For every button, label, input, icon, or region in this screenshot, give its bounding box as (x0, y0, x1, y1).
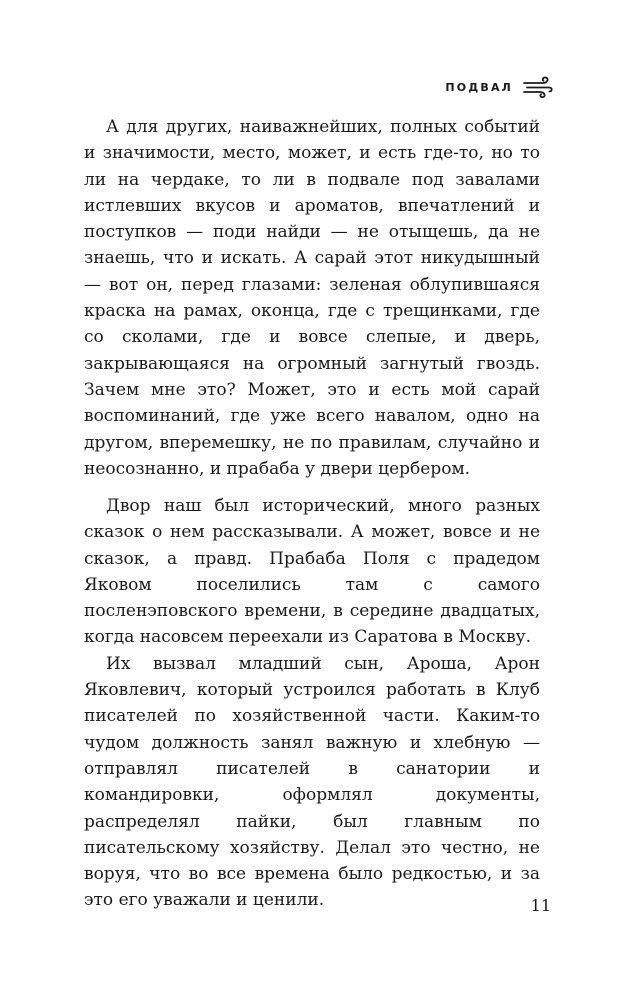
section-title: ПОДВАЛ (445, 80, 513, 94)
page-number: 11 (530, 896, 551, 915)
running-head (445, 76, 553, 98)
paragraph-1: А для других, наиважнейших, полных событий и значимости, место, может, и есть где-то, но то ли на чердаке, то ли в подвале под завалами истлевших вкусов и ароматов, впечатлений и поступков — поди найди — не отыщешь, да не знаешь, что и искать. А сарай этот никудышный — вот он, перед глазами: зеленая облупившаяся краска на рамах, оконца, где с трещинками, где со сколами, где и вовсе слепые, и дверь, закрывающаяся на огромный загнутый гвоздь. Зачем мне это? Может, это и есть мой сарай воспоминаний, где уже всего навалом, одно на другом, вперемешку, не по правилам, случайно и неосознанно, и прабаба у двери цербером. (84, 117, 540, 479)
paragraph-block-2 (84, 493, 540, 914)
paragraph-block-1 (84, 114, 540, 482)
paragraph-3: Их вызвал младший сын, Ароша, Арон Яковлевич, который устроился работать в Клуб писателей по хозяйственной части. Каким-то чудом должность занял важную и хлебную — отправлял писателей в санатории и командировки, оформлял документы, распределял пайки, был главным по писательскому хозяйству. Делал это честно, не воруя, что во все времена было редкостью, и за это его уважали и ценили. (84, 653, 540, 911)
paragraph-2: Двор наш был исторический, много разных сказок о нем рассказывали. А может, вовсе и не сказок, а правд. Прабаба Поля с прадедом Яковом поселились там с самого посленэповского времени, в середине двадцатых, когда насовсем переехали из Саратова в Москву. (84, 496, 540, 648)
wind-icon (523, 76, 553, 98)
